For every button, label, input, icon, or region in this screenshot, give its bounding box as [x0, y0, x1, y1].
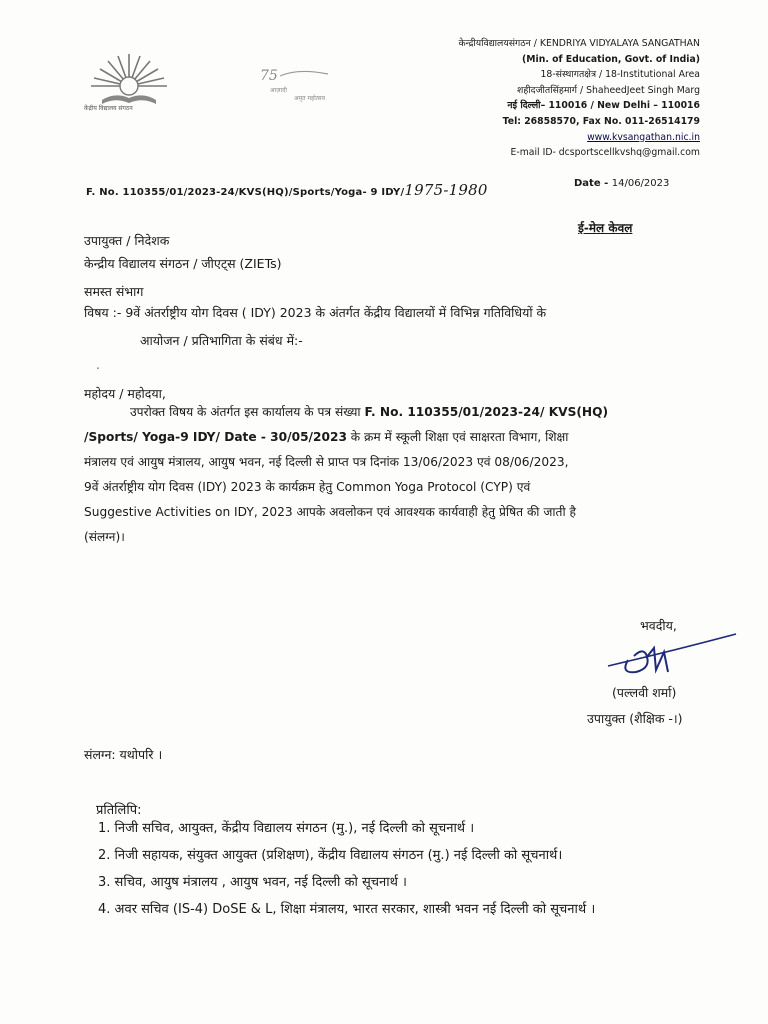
city-line: नई दिल्ली– 110016 / New Delhi – 110016 — [507, 100, 700, 112]
marg-line: शहीदजीतसिंहमार्ग / ShaheedJeet Singh Marg — [517, 84, 700, 96]
subject-line-2: आयोजन / प्रतिभागिता के संबंध में:- — [140, 333, 303, 348]
date-label: Date - — [574, 178, 609, 189]
cc-item: 1. निजी सचिव, आयुक्त, केंद्रीय विद्यालय संगठन (मु.), नई दिल्ली को सूचनार्थ । — [98, 821, 475, 836]
signature-icon — [598, 622, 740, 682]
stray-dot: . — [96, 358, 100, 372]
file-number — [86, 181, 488, 199]
email-only-note: ई-मेल केवल — [578, 221, 633, 235]
tel-line: Tel: 26858570, Fax No. 011-26514179 — [502, 115, 700, 127]
letter-date — [574, 178, 669, 189]
enclosure: संलग्न: यथोपरि । — [84, 747, 163, 762]
body-l4: 9वें अंतर्राष्ट्रीय योग दिवस (IDY) 2023 के कार्यक्रम हेतु Common Yoga Protocol (CYP) एवं — [84, 480, 531, 494]
body-l2-b: के क्रम में स्कूली शिक्षा एवं साक्षरता विभाग, शिक्षा — [346, 430, 569, 444]
subject-line-1: विषय :- 9वें अंतर्राष्ट्रीय योग दिवस ( IDY) 2023 के अंतर्गत केंद्रीय विद्यालयों में विभिन्न गतिविधियों के — [84, 305, 547, 320]
letterhead-address — [340, 36, 700, 161]
date-value: 14/06/2023 — [611, 178, 670, 189]
org-line: केन्द्रीयविद्यालयसंगठन / KENDRIYA VIDYALAYA SANGATHAN — [458, 38, 700, 49]
closing: भवदीय, — [640, 618, 677, 633]
azadi-caption-1: आज़ादी — [270, 87, 287, 94]
email-line: E-mail ID- dcsportscellkvshq@gmail.com — [510, 147, 700, 159]
svg-text:75: 75 — [260, 68, 278, 84]
signatory-designation: उपायुक्त (शैक्षिक -।) — [587, 711, 683, 726]
azadi-caption-2: अमृत महोत्सव — [294, 95, 325, 102]
cc-item: 2. निजी सहायक, संयुक्त आयुक्त (प्रशिक्षण), केंद्रीय विद्यालय संगठन (मु.) नई दिल्ली को सूचनार्थ। — [98, 848, 563, 863]
addressee-line-2: केन्द्रीय विद्यालय संगठन / जीएट्स (ZIETs) — [84, 256, 282, 271]
website-link[interactable]: www.kvsangathan.nic.in — [587, 131, 700, 143]
body-l5: Suggestive Activities on IDY, 2023 आपके अवलोकन एवं आवश्यक कार्यवाही हेतु प्रेषित की जाती है — [84, 505, 576, 519]
area-line: 18-संस्थागतक्षेत्र / 18-Institutional Area — [540, 69, 700, 81]
cc-title: प्रतिलिपि: — [96, 803, 142, 818]
body-l1-a: उपरोक्त विषय के अंतर्गत इस कार्यालय के पत्र संख्या — [130, 405, 365, 419]
addressee-line-3: समस्त संभाग — [84, 284, 144, 299]
addressee-line-1: उपायुक्त / निदेशक — [84, 233, 170, 248]
handwritten-number: 1975-1980 — [404, 181, 488, 199]
salutation: महोदय / महोदया, — [84, 386, 166, 401]
ministry-line: (Min. of Education, Govt. of India) — [522, 53, 700, 65]
body-l2-ref: /Sports/ Yoga-9 IDY/ Date - 30/05/2023 — [84, 430, 347, 444]
letter-body — [84, 400, 714, 550]
cc-item: 3. सचिव, आयुष मंत्रालय , आयुष भवन, नई दिल्ली को सूचनार्थ । — [98, 875, 407, 890]
cc-list — [98, 815, 595, 923]
file-number-text: F. No. 110355/01/2023-24/KVS(HQ)/Sports/Yoga- 9 IDY/ — [86, 187, 405, 198]
cc-item: 4. अवर सचिव (IS-4) DoSE & L, शिक्षा मंत्रालय, भारत सरकार, शास्त्री भवन नई दिल्ली को सूचनार्थ । — [98, 902, 596, 917]
body-l6: (संलग्न)। — [84, 530, 125, 544]
signatory-name: (पल्लवी शर्मा) — [612, 685, 677, 700]
logo-caption: केंद्रीय विद्यालय संगठन — [84, 105, 133, 112]
azadi-emblem-icon — [258, 66, 350, 106]
body-l1-ref: F. No. 110355/01/2023-24/ KVS(HQ) — [364, 405, 609, 419]
body-l3: मंत्रालय एवं आयुष मंत्रालय, आयुष भवन, नई दिल्ली से प्राप्त पत्र दिनांक 13/06/2023 एवं 08/06/2023, — [84, 455, 569, 469]
